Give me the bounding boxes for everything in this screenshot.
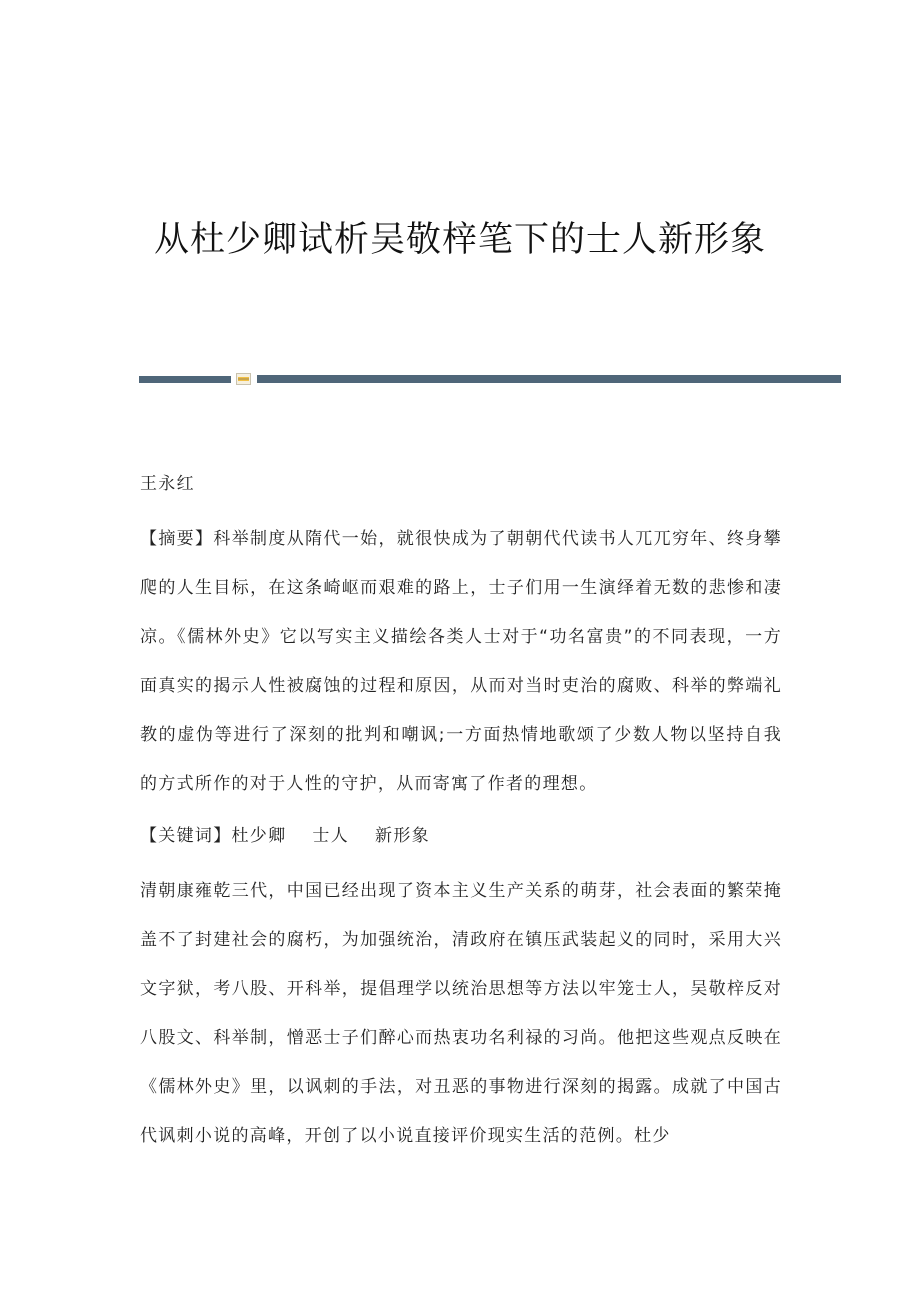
keyword-item: 杜少卿 bbox=[231, 826, 287, 846]
keyword-item: 士人 bbox=[312, 826, 350, 846]
divider-ornament-icon bbox=[236, 373, 251, 385]
keywords-label: 【关键词】 bbox=[140, 826, 232, 846]
divider-bar-right bbox=[257, 375, 841, 383]
document-title: 从杜少卿试析吴敬梓笔下的士人新形象 bbox=[153, 220, 766, 260]
abstract-label: 【摘要】 bbox=[140, 529, 214, 549]
keyword-item: 新形象 bbox=[375, 826, 430, 846]
title-divider bbox=[139, 373, 841, 385]
abstract-paragraph bbox=[140, 515, 782, 809]
author-name: 王永红 bbox=[140, 474, 195, 494]
body-paragraph: 清朝康雍乾三代，中国已经出现了资本主义生产关系的萌芽，社会表面的繁荣掩盖不了封建社会的腐朽，为加强统治，清政府在镇压武装起义的同时，采用大兴文字狱，考八股、开科举，提倡理学以统治思想等方法以牢笼士人，吴敬梓反对八股文、科举制，憎恶士子们醉心而热衷功名利禄的习尚。他把这些观点反映在《儒林外史》里，以讽刺的手法，对丑恶的事物进行深刻的揭露。成就了中国古代讽刺小说的高峰，开创了以小说直接评价现实生活的范例。杜少 bbox=[140, 881, 782, 1146]
divider-bar-left bbox=[139, 376, 231, 383]
abstract-text: 科举制度从隋代一始，就很快成为了朝朝代代读书人兀兀穷年、终身攀爬的人生目标，在这条崎岖而艰难的路上，士子们用一生演绎着无数的悲惨和凄凉。《儒林外史》它以写实主义描绘各类人士对于“功名富贵”的不同表现，一方面真实的揭示人性被腐蚀的过程和原因，从而对当时吏治的腐败、科举的弊端礼教的虚伪等进行了深刻的批判和嘲讽;一方面热情地歌颂了少数人物以坚持自我的方式所作的对于人性的守护，从而寄寓了作者的理想。 bbox=[140, 529, 782, 794]
keywords-line bbox=[140, 812, 782, 861]
